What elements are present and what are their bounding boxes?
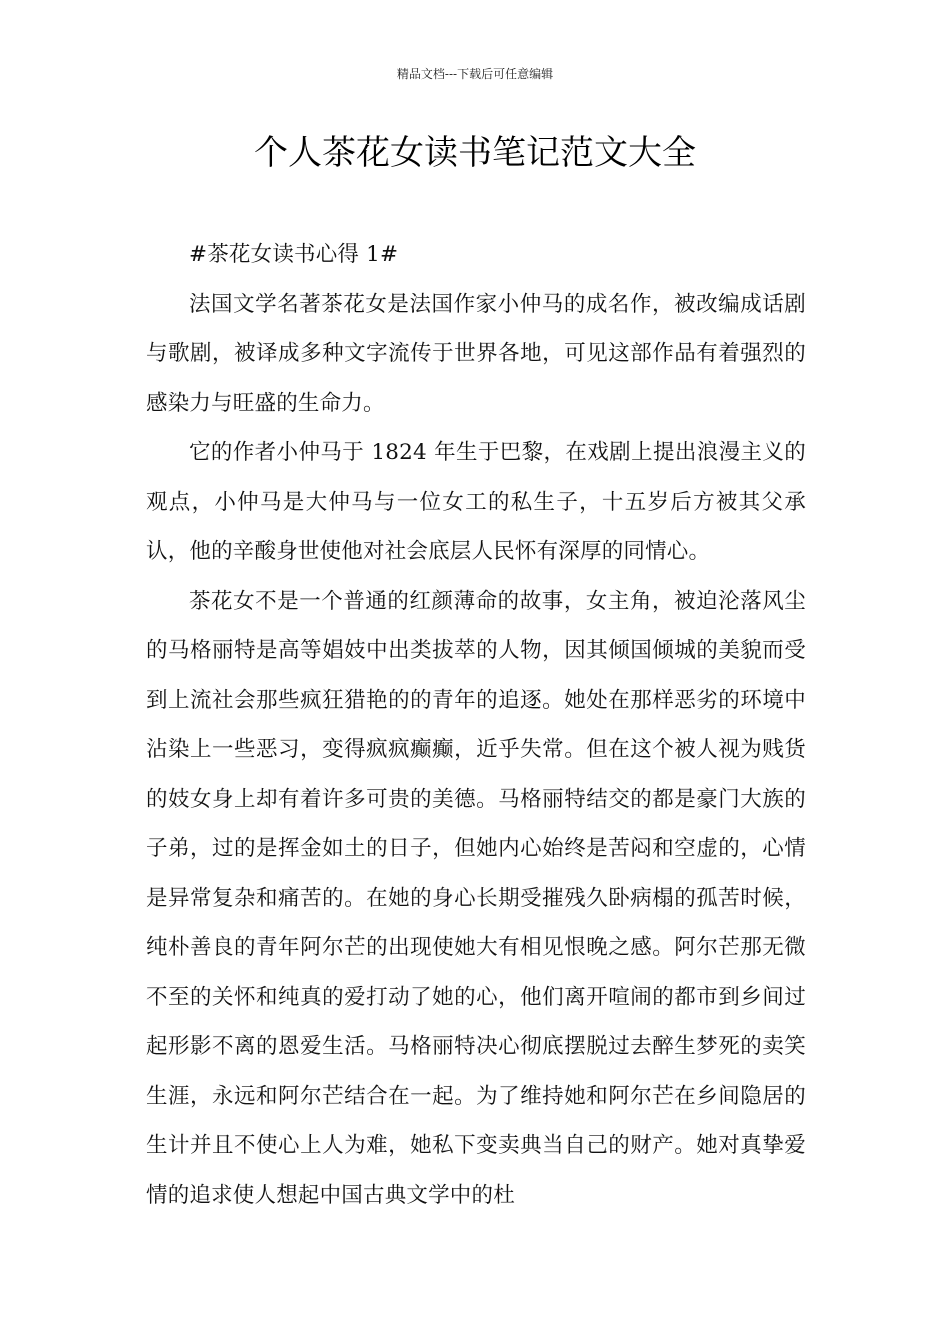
paragraph-1: 法国文学名著茶花女是法国作家小仲马的成名作，被改编成话剧与歌剧，被译成多种文字流传于世界各地，可见这部作品有着强烈的感染力与旺盛的生命力。 bbox=[146, 291, 806, 416]
page-header: 精品文档---下载后可任意编辑 bbox=[396, 67, 554, 81]
paragraph-3: 茶花女不是一个普通的红颜薄命的故事，女主角，被迫沦落风尘的马格丽特是高等娼妓中出类拔萃的人物，因其倾国倾城的美貌而受到上流社会那些疯狂猎艳的的青年的追逐。她处在那样恶劣的环境中沾染上一些恶习，变得疯疯癫癫，近乎失常。但在这个被人视为贱货的妓女身上却有着许多可贵的美德。马格丽特结交的都是豪门大族的子弟，过的是挥金如土的日子，但她内心始终是苦闷和空虚的，心情是异常复杂和痛苦的。在她的身心长期受摧残久卧病榻的孤苦时候，纯朴善良的青年阿尔芒的出现使她大有相见恨晚之感。阿尔芒那无微不至的关怀和纯真的爱打动了她的心，他们离开喧闹的都市到乡间过起形影不离的恩爱生活。马格丽特决心彻底摆脱过去醉生梦死的卖笑生涯，永远和阿尔芒结合在一起。为了维持她和阿尔芒在乡间隐居的生计并且不使心上人为难，她私下变卖典当自己的财产。她对真挚爱情的追求使人想起中国古典文学中的杜 bbox=[146, 588, 806, 1208]
document-body bbox=[146, 230, 806, 1220]
section-heading: #茶花女读书心得 1# bbox=[189, 242, 399, 267]
document-title: 个人茶花女读书笔记范文大全 bbox=[254, 133, 696, 173]
paragraph-2: 它的作者小仲马于 1824 年生于巴黎，在戏剧上提出浪漫主义的观点，小仲马是大仲马与一位女工的私生子，十五岁后方被其父承认，他的辛酸身世使他对社会底层人民怀有深厚的同情心。 bbox=[146, 440, 806, 564]
